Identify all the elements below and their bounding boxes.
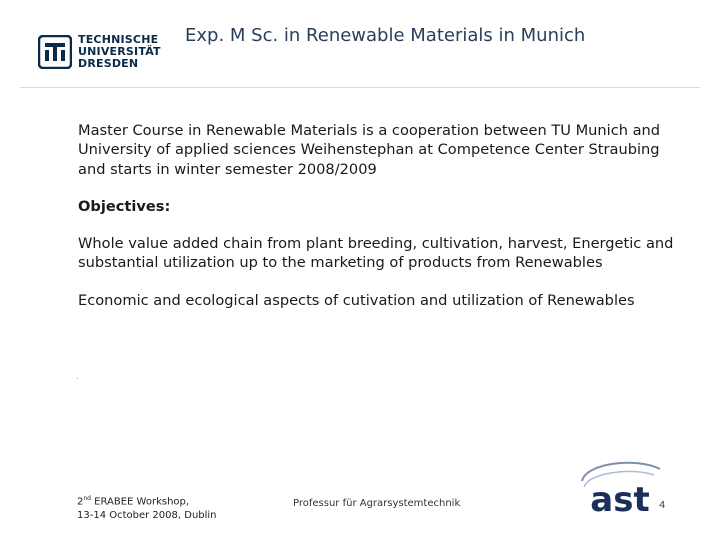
intro-paragraph: Master Course in Renewable Materials is a cooperation between TU Munich and University of applied sciences Weihenstephan at Competence Center Straubing and starts in winter semester 2008/2009 (78, 122, 661, 178)
objectives-heading: Objectives: (78, 197, 171, 215)
objective-value-chain: Whole value added chain from plant breeding, cultivation, harvest, Energetic and substantial utilization up to the marketing of products from Renewables (78, 235, 674, 272)
event-name: ERABEE Workshop, (91, 496, 190, 508)
logo-line-3: DRESDEN (78, 57, 139, 70)
page-number: 4 (659, 500, 666, 511)
logo-line-2: UNIVERSITÄT (78, 45, 161, 58)
stray-mark: . (76, 372, 79, 381)
slide-body (78, 121, 678, 310)
ast-logo-text: ast (590, 480, 650, 519)
tu-dresden-emblem-icon (38, 35, 72, 69)
footer-event (77, 492, 217, 523)
event-ordinal: 2 (77, 496, 84, 508)
slide-title: Exp. M Sc. in Renewable Materials in Munich (185, 25, 586, 46)
ast-logo (574, 459, 666, 519)
logo-line-1: TECHNISCHE (78, 33, 159, 46)
tu-dresden-logo (38, 30, 168, 74)
header-divider (20, 87, 700, 88)
event-ordinal-suffix: nd (83, 495, 91, 502)
event-date: 13-14 October 2008, Dublin (77, 510, 217, 522)
footer-chair: Professur für Agrarsystemtechnik (293, 498, 461, 509)
objective-aspects: Economic and ecological aspects of cutivation and utilization of Renewables (78, 291, 635, 309)
